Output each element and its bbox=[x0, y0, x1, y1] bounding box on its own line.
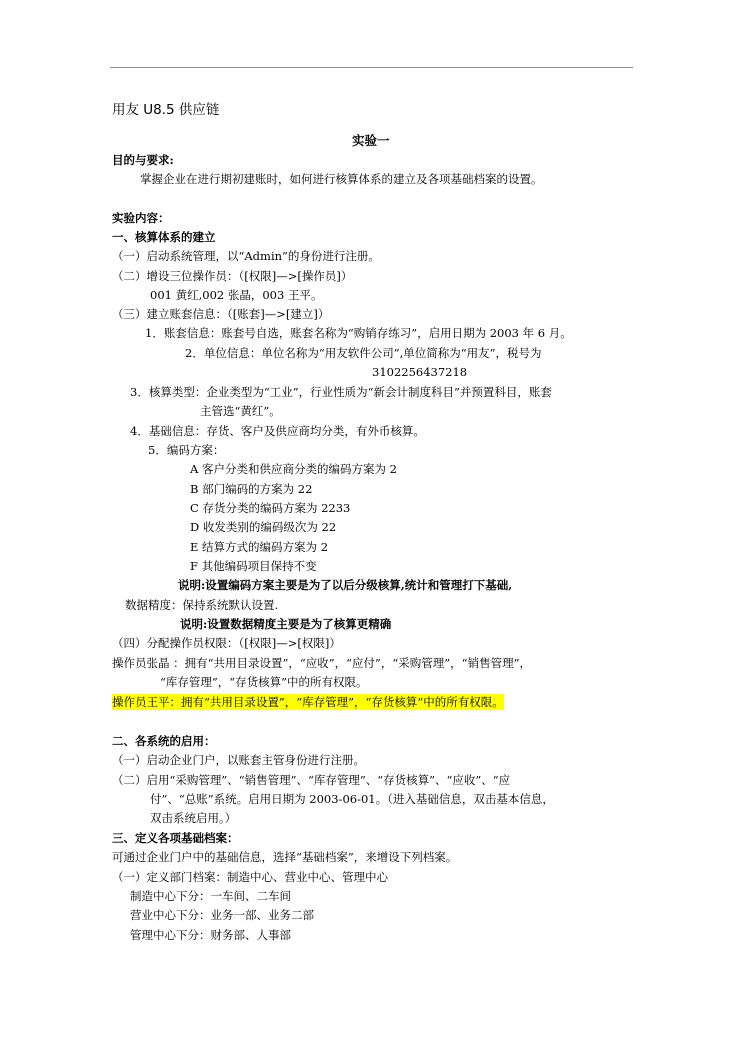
dept-item: 制造中心下分：一车间、二车间 bbox=[130, 889, 291, 903]
company-info: 2．单位信息：单位名称为“用友软件公司”,单位简称为“用友”，税号为 bbox=[185, 346, 542, 360]
section1-step4: （四）分配操作员权限：（[权限]—>[权限]） bbox=[112, 636, 341, 650]
section3-heading: 三、定义各项基础档案： bbox=[112, 831, 239, 845]
coding-item: A 客户分类和供应商分类的编码方案为 2 bbox=[190, 462, 397, 476]
header-rule bbox=[110, 67, 633, 68]
section1-step2: （二）增设三位操作员：（[权限]—>[操作员]） bbox=[112, 269, 353, 283]
accounting-type-cont: 主管选“黄红”。 bbox=[200, 404, 281, 418]
content-heading: 实验内容： bbox=[112, 211, 170, 225]
accounting-type: 3．核算类型：企业类型为“工业”，行业性质为“新会计制度科目”并预置科目，账套 bbox=[130, 385, 552, 399]
purpose-text: 掌握企业在进行期初建账时，如何进行核算体系的建立及各项基础档案的设置。 bbox=[140, 172, 543, 186]
tax-number: 3102256437218 bbox=[372, 365, 468, 379]
coding-item: E 结算方式的编码方案为 2 bbox=[190, 540, 329, 554]
section1-step1: （一）启动系统管理，以“Admin”的身份进行注册。 bbox=[112, 249, 380, 263]
section3-step1: （一）定义部门档案：制造中心、营业中心、管理中心 bbox=[112, 870, 388, 884]
operator-zhang-rights: 操作员张晶 ：拥有“共用目录设置”，“应收”，“应付”，“采购管理”，“销售管理”， bbox=[112, 656, 531, 670]
basic-info: 4．基础信息：存货、客户及供应商均分类，有外币核算。 bbox=[130, 424, 425, 438]
section2-step2: （二）启用“采购管理”、“销售管理”、“库存管理”、“存货核算”、“应收”、“应 bbox=[112, 773, 511, 787]
coding-scheme-label: 5．编码方案： bbox=[148, 443, 225, 457]
section2-step2-cont2: 双击系统启用。） bbox=[150, 811, 237, 825]
dept-item: 营业中心下分：业务一部、业务二部 bbox=[130, 908, 314, 922]
section2-step2-cont: 付”、“总账”系统。启用日期为 2003-06-01。（进入基础信息，双击基本信息， bbox=[150, 792, 554, 806]
coding-note: 说明:设置编码方案主要是为了以后分级核算,统计和管理打下基础, bbox=[178, 578, 513, 592]
coding-item: F 其他编码项目保持不变 bbox=[190, 559, 317, 573]
coding-item: D 收发类别的编码级次为 22 bbox=[190, 520, 337, 534]
account-info: 1．账套信息：账套号自选，账套名称为“购销存练习”，启用日期为 2003 年 6 月。 bbox=[145, 326, 572, 340]
purpose-heading: 目的与要求: bbox=[112, 153, 174, 167]
precision-setting: 数据精度：保持系统默认设置. bbox=[125, 598, 279, 612]
operator-wang-rights: 操作员王平：拥有“共用目录设置”，“库存管理”，“存货核算”中的所有权限。 bbox=[112, 695, 504, 709]
operator-zhang-rights-cont: “库存管理”，“存货核算”中的所有权限。 bbox=[160, 675, 368, 689]
section3-intro: 可通过企业门户中的基础信息，选择“基础档案”，来增设下列档案。 bbox=[112, 850, 458, 864]
dept-item: 管理中心下分：财务部、人事部 bbox=[130, 928, 291, 942]
section1-step3: （三）建立账套信息：（[账套]—>[建立]） bbox=[112, 307, 330, 321]
operator-list: 001 黄红,002 张晶，003 王平。 bbox=[150, 288, 323, 302]
document-title: 实验一 bbox=[352, 133, 390, 148]
page-header: 用友 U8.5 供应链 bbox=[112, 102, 220, 118]
precision-note: 说明:设置数据精度主要是为了核算更精确 bbox=[180, 617, 392, 631]
section2-heading: 二、各系统的启用： bbox=[112, 734, 216, 748]
coding-item: C 存货分类的编码方案为 2233 bbox=[190, 501, 351, 515]
coding-item: B 部门编码的方案为 22 bbox=[190, 482, 313, 496]
section1-heading: 一、核算体系的建立 bbox=[112, 230, 216, 244]
section2-step1: （一）启动企业门户，以账套主管身份进行注册。 bbox=[112, 753, 365, 767]
